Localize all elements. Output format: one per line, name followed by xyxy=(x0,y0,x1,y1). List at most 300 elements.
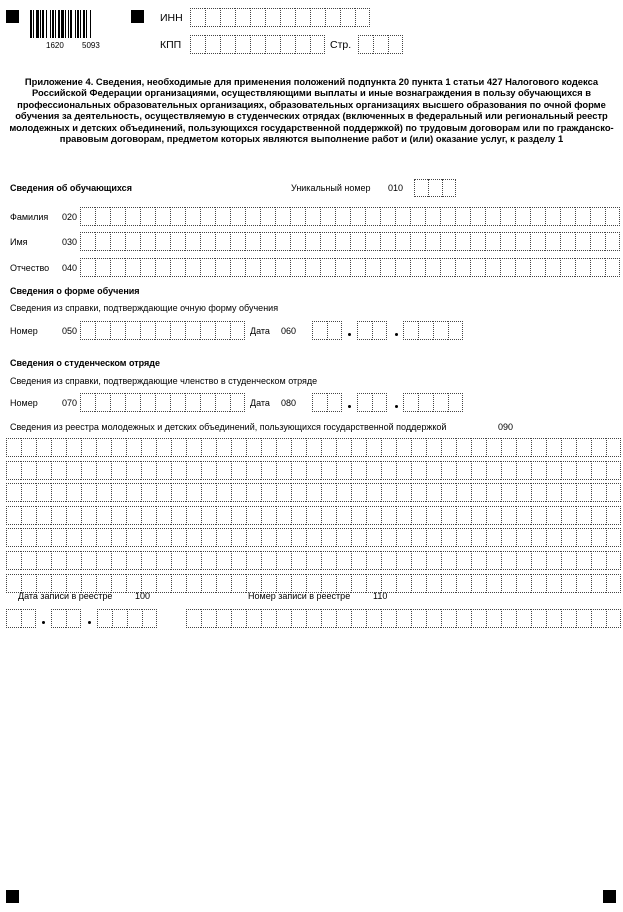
input-cell[interactable] xyxy=(36,506,51,525)
input-cell[interactable] xyxy=(306,551,321,570)
input-cell[interactable] xyxy=(351,609,366,628)
input-cell[interactable] xyxy=(411,506,426,525)
input-cell[interactable] xyxy=(245,258,260,277)
input-cell[interactable] xyxy=(95,321,110,340)
input-cell[interactable] xyxy=(190,8,205,27)
input-cell[interactable] xyxy=(410,232,425,251)
input-cell[interactable] xyxy=(486,609,501,628)
input-cell[interactable] xyxy=(200,207,215,226)
input-cell[interactable] xyxy=(171,574,186,593)
input-cell[interactable] xyxy=(246,483,261,502)
input-cell[interactable] xyxy=(306,574,321,593)
page-cells[interactable] xyxy=(358,35,403,54)
input-cell[interactable] xyxy=(425,258,440,277)
input-cell[interactable] xyxy=(501,506,516,525)
input-cell[interactable] xyxy=(530,258,545,277)
input-cell[interactable] xyxy=(306,461,321,480)
input-cell[interactable] xyxy=(606,609,621,628)
input-cell[interactable] xyxy=(312,393,327,412)
input-cell[interactable] xyxy=(140,321,155,340)
input-cell[interactable] xyxy=(126,528,141,547)
input-cell[interactable] xyxy=(186,461,201,480)
input-cell[interactable] xyxy=(110,321,125,340)
input-cell[interactable] xyxy=(201,609,216,628)
registry-record-cells[interactable] xyxy=(186,609,621,628)
input-cell[interactable] xyxy=(501,551,516,570)
input-cell[interactable] xyxy=(141,528,156,547)
input-cell[interactable] xyxy=(111,461,126,480)
input-cell[interactable] xyxy=(171,551,186,570)
input-cell[interactable] xyxy=(36,574,51,593)
input-cell[interactable] xyxy=(155,393,170,412)
input-cell[interactable] xyxy=(426,574,441,593)
input-cell[interactable] xyxy=(170,232,185,251)
input-cell[interactable] xyxy=(111,574,126,593)
input-cell[interactable] xyxy=(200,258,215,277)
input-cell[interactable] xyxy=(396,609,411,628)
input-cell[interactable] xyxy=(335,232,350,251)
input-cell[interactable] xyxy=(110,393,125,412)
input-cell[interactable] xyxy=(396,528,411,547)
input-cell[interactable] xyxy=(186,483,201,502)
input-cell[interactable] xyxy=(471,574,486,593)
input-cell[interactable] xyxy=(470,207,485,226)
input-cell[interactable] xyxy=(366,574,381,593)
input-cell[interactable] xyxy=(186,574,201,593)
input-cell[interactable] xyxy=(320,258,335,277)
input-cell[interactable] xyxy=(561,551,576,570)
input-cell[interactable] xyxy=(591,574,606,593)
input-cell[interactable] xyxy=(275,258,290,277)
input-cell[interactable] xyxy=(546,528,561,547)
input-cell[interactable] xyxy=(201,574,216,593)
input-cell[interactable] xyxy=(21,528,36,547)
input-cell[interactable] xyxy=(425,232,440,251)
input-cell[interactable] xyxy=(501,528,516,547)
input-cell[interactable] xyxy=(516,506,531,525)
input-cell[interactable] xyxy=(575,207,590,226)
input-cell[interactable] xyxy=(456,506,471,525)
input-cell[interactable] xyxy=(456,483,471,502)
input-cell[interactable] xyxy=(66,609,81,628)
input-cell[interactable] xyxy=(418,393,433,412)
input-cell[interactable] xyxy=(306,506,321,525)
input-cell[interactable] xyxy=(576,609,591,628)
input-cell[interactable] xyxy=(231,438,246,457)
input-cell[interactable] xyxy=(171,438,186,457)
input-cell[interactable] xyxy=(220,8,235,27)
input-cell[interactable] xyxy=(366,551,381,570)
input-cell[interactable] xyxy=(591,506,606,525)
input-cell[interactable] xyxy=(155,321,170,340)
input-cell[interactable] xyxy=(171,483,186,502)
input-cell[interactable] xyxy=(327,393,342,412)
input-cell[interactable] xyxy=(290,258,305,277)
input-cell[interactable] xyxy=(426,528,441,547)
input-cell[interactable] xyxy=(485,232,500,251)
input-cell[interactable] xyxy=(6,438,21,457)
input-cell[interactable] xyxy=(448,321,463,340)
input-cell[interactable] xyxy=(306,609,321,628)
input-cell[interactable] xyxy=(112,609,127,628)
input-cell[interactable] xyxy=(561,574,576,593)
input-cell[interactable] xyxy=(260,207,275,226)
input-cell[interactable] xyxy=(591,609,606,628)
patronymic-cells[interactable] xyxy=(80,258,620,277)
input-cell[interactable] xyxy=(141,461,156,480)
input-cell[interactable] xyxy=(156,438,171,457)
input-cell[interactable] xyxy=(186,551,201,570)
input-cell[interactable] xyxy=(486,506,501,525)
input-cell[interactable] xyxy=(440,232,455,251)
input-cell[interactable] xyxy=(381,528,396,547)
input-cell[interactable] xyxy=(201,528,216,547)
input-cell[interactable] xyxy=(81,461,96,480)
input-cell[interactable] xyxy=(546,438,561,457)
input-cell[interactable] xyxy=(140,207,155,226)
input-cell[interactable] xyxy=(51,528,66,547)
input-cell[interactable] xyxy=(185,393,200,412)
input-cell[interactable] xyxy=(185,258,200,277)
input-cell[interactable] xyxy=(125,321,140,340)
education-date-day[interactable] xyxy=(312,321,342,340)
input-cell[interactable] xyxy=(456,461,471,480)
input-cell[interactable] xyxy=(335,258,350,277)
input-cell[interactable] xyxy=(576,483,591,502)
input-cell[interactable] xyxy=(545,258,560,277)
input-cell[interactable] xyxy=(290,207,305,226)
input-cell[interactable] xyxy=(51,438,66,457)
input-cell[interactable] xyxy=(455,258,470,277)
input-cell[interactable] xyxy=(291,609,306,628)
squad-number-cells[interactable] xyxy=(80,393,245,412)
input-cell[interactable] xyxy=(336,609,351,628)
input-cell[interactable] xyxy=(291,574,306,593)
input-cell[interactable] xyxy=(36,438,51,457)
education-date-year[interactable] xyxy=(403,321,463,340)
input-cell[interactable] xyxy=(372,321,387,340)
input-cell[interactable] xyxy=(366,506,381,525)
input-cell[interactable] xyxy=(470,232,485,251)
input-cell[interactable] xyxy=(531,438,546,457)
input-cell[interactable] xyxy=(486,551,501,570)
input-cell[interactable] xyxy=(216,506,231,525)
input-cell[interactable] xyxy=(171,506,186,525)
input-cell[interactable] xyxy=(6,609,21,628)
input-cell[interactable] xyxy=(291,461,306,480)
input-cell[interactable] xyxy=(426,461,441,480)
input-cell[interactable] xyxy=(171,528,186,547)
input-cell[interactable] xyxy=(441,528,456,547)
input-cell[interactable] xyxy=(606,461,621,480)
input-cell[interactable] xyxy=(605,232,620,251)
input-cell[interactable] xyxy=(231,461,246,480)
input-cell[interactable] xyxy=(95,207,110,226)
input-cell[interactable] xyxy=(220,35,235,54)
input-cell[interactable] xyxy=(591,461,606,480)
input-cell[interactable] xyxy=(486,438,501,457)
input-cell[interactable] xyxy=(561,483,576,502)
input-cell[interactable] xyxy=(560,207,575,226)
input-cell[interactable] xyxy=(230,321,245,340)
input-cell[interactable] xyxy=(216,483,231,502)
input-cell[interactable] xyxy=(295,35,310,54)
input-cell[interactable] xyxy=(501,609,516,628)
input-cell[interactable] xyxy=(411,609,426,628)
input-cell[interactable] xyxy=(515,207,530,226)
input-cell[interactable] xyxy=(126,461,141,480)
registry-text-row[interactable] xyxy=(6,506,621,525)
input-cell[interactable] xyxy=(471,461,486,480)
input-cell[interactable] xyxy=(231,506,246,525)
input-cell[interactable] xyxy=(381,609,396,628)
input-cell[interactable] xyxy=(576,506,591,525)
input-cell[interactable] xyxy=(51,483,66,502)
input-cell[interactable] xyxy=(216,574,231,593)
input-cell[interactable] xyxy=(230,258,245,277)
input-cell[interactable] xyxy=(591,438,606,457)
input-cell[interactable] xyxy=(351,528,366,547)
input-cell[interactable] xyxy=(426,506,441,525)
input-cell[interactable] xyxy=(111,551,126,570)
input-cell[interactable] xyxy=(250,35,265,54)
input-cell[interactable] xyxy=(265,8,280,27)
input-cell[interactable] xyxy=(606,528,621,547)
input-cell[interactable] xyxy=(200,321,215,340)
input-cell[interactable] xyxy=(185,207,200,226)
input-cell[interactable] xyxy=(306,438,321,457)
input-cell[interactable] xyxy=(560,232,575,251)
input-cell[interactable] xyxy=(485,258,500,277)
input-cell[interactable] xyxy=(111,483,126,502)
input-cell[interactable] xyxy=(336,551,351,570)
input-cell[interactable] xyxy=(606,438,621,457)
input-cell[interactable] xyxy=(351,461,366,480)
registry-text-row[interactable] xyxy=(6,438,621,457)
input-cell[interactable] xyxy=(261,551,276,570)
input-cell[interactable] xyxy=(155,207,170,226)
registry-date-day[interactable] xyxy=(6,609,36,628)
input-cell[interactable] xyxy=(456,574,471,593)
registry-text-row[interactable] xyxy=(6,483,621,502)
input-cell[interactable] xyxy=(21,574,36,593)
input-cell[interactable] xyxy=(245,232,260,251)
input-cell[interactable] xyxy=(545,232,560,251)
input-cell[interactable] xyxy=(81,483,96,502)
input-cell[interactable] xyxy=(276,528,291,547)
input-cell[interactable] xyxy=(142,609,157,628)
input-cell[interactable] xyxy=(456,609,471,628)
input-cell[interactable] xyxy=(560,258,575,277)
input-cell[interactable] xyxy=(500,258,515,277)
input-cell[interactable] xyxy=(396,551,411,570)
input-cell[interactable] xyxy=(455,232,470,251)
input-cell[interactable] xyxy=(305,207,320,226)
input-cell[interactable] xyxy=(321,574,336,593)
input-cell[interactable] xyxy=(125,207,140,226)
input-cell[interactable] xyxy=(336,506,351,525)
input-cell[interactable] xyxy=(546,461,561,480)
input-cell[interactable] xyxy=(170,207,185,226)
surname-cells[interactable] xyxy=(80,207,620,226)
input-cell[interactable] xyxy=(336,528,351,547)
input-cell[interactable] xyxy=(81,574,96,593)
input-cell[interactable] xyxy=(295,8,310,27)
input-cell[interactable] xyxy=(380,232,395,251)
input-cell[interactable] xyxy=(433,321,448,340)
input-cell[interactable] xyxy=(156,461,171,480)
input-cell[interactable] xyxy=(81,551,96,570)
input-cell[interactable] xyxy=(96,438,111,457)
input-cell[interactable] xyxy=(291,506,306,525)
input-cell[interactable] xyxy=(411,574,426,593)
input-cell[interactable] xyxy=(605,207,620,226)
input-cell[interactable] xyxy=(96,528,111,547)
input-cell[interactable] xyxy=(530,207,545,226)
input-cell[interactable] xyxy=(590,232,605,251)
education-number-cells[interactable] xyxy=(80,321,245,340)
registry-date-year[interactable] xyxy=(97,609,157,628)
input-cell[interactable] xyxy=(425,207,440,226)
input-cell[interactable] xyxy=(21,483,36,502)
input-cell[interactable] xyxy=(260,232,275,251)
input-cell[interactable] xyxy=(325,8,340,27)
input-cell[interactable] xyxy=(486,483,501,502)
input-cell[interactable] xyxy=(216,438,231,457)
input-cell[interactable] xyxy=(448,393,463,412)
input-cell[interactable] xyxy=(215,232,230,251)
input-cell[interactable] xyxy=(561,461,576,480)
input-cell[interactable] xyxy=(546,551,561,570)
input-cell[interactable] xyxy=(358,35,373,54)
input-cell[interactable] xyxy=(381,506,396,525)
input-cell[interactable] xyxy=(21,438,36,457)
input-cell[interactable] xyxy=(516,551,531,570)
input-cell[interactable] xyxy=(205,8,220,27)
input-cell[interactable] xyxy=(36,461,51,480)
input-cell[interactable] xyxy=(111,528,126,547)
input-cell[interactable] xyxy=(155,258,170,277)
input-cell[interactable] xyxy=(66,438,81,457)
input-cell[interactable] xyxy=(201,461,216,480)
input-cell[interactable] xyxy=(21,506,36,525)
input-cell[interactable] xyxy=(66,461,81,480)
input-cell[interactable] xyxy=(261,461,276,480)
input-cell[interactable] xyxy=(261,528,276,547)
input-cell[interactable] xyxy=(516,609,531,628)
input-cell[interactable] xyxy=(351,574,366,593)
input-cell[interactable] xyxy=(215,393,230,412)
input-cell[interactable] xyxy=(381,574,396,593)
input-cell[interactable] xyxy=(441,574,456,593)
input-cell[interactable] xyxy=(126,574,141,593)
input-cell[interactable] xyxy=(531,574,546,593)
input-cell[interactable] xyxy=(125,393,140,412)
input-cell[interactable] xyxy=(471,438,486,457)
squad-date-day[interactable] xyxy=(312,393,342,412)
input-cell[interactable] xyxy=(96,461,111,480)
input-cell[interactable] xyxy=(231,574,246,593)
input-cell[interactable] xyxy=(320,232,335,251)
input-cell[interactable] xyxy=(426,609,441,628)
input-cell[interactable] xyxy=(305,258,320,277)
input-cell[interactable] xyxy=(456,528,471,547)
input-cell[interactable] xyxy=(366,483,381,502)
input-cell[interactable] xyxy=(275,207,290,226)
input-cell[interactable] xyxy=(471,551,486,570)
input-cell[interactable] xyxy=(306,528,321,547)
input-cell[interactable] xyxy=(500,207,515,226)
input-cell[interactable] xyxy=(441,483,456,502)
input-cell[interactable] xyxy=(66,551,81,570)
inn-cells[interactable] xyxy=(190,8,370,27)
input-cell[interactable] xyxy=(340,8,355,27)
input-cell[interactable] xyxy=(156,551,171,570)
input-cell[interactable] xyxy=(111,438,126,457)
input-cell[interactable] xyxy=(305,232,320,251)
input-cell[interactable] xyxy=(396,483,411,502)
input-cell[interactable] xyxy=(366,438,381,457)
input-cell[interactable] xyxy=(471,609,486,628)
input-cell[interactable] xyxy=(185,232,200,251)
input-cell[interactable] xyxy=(201,551,216,570)
name-cells[interactable] xyxy=(80,232,620,251)
input-cell[interactable] xyxy=(190,35,205,54)
input-cell[interactable] xyxy=(335,207,350,226)
input-cell[interactable] xyxy=(575,232,590,251)
input-cell[interactable] xyxy=(250,8,265,27)
input-cell[interactable] xyxy=(606,574,621,593)
input-cell[interactable] xyxy=(410,258,425,277)
input-cell[interactable] xyxy=(441,438,456,457)
input-cell[interactable] xyxy=(261,609,276,628)
input-cell[interactable] xyxy=(531,609,546,628)
registry-date-month[interactable] xyxy=(51,609,81,628)
input-cell[interactable] xyxy=(6,528,21,547)
input-cell[interactable] xyxy=(486,528,501,547)
input-cell[interactable] xyxy=(591,483,606,502)
input-cell[interactable] xyxy=(81,506,96,525)
input-cell[interactable] xyxy=(96,506,111,525)
input-cell[interactable] xyxy=(51,574,66,593)
input-cell[interactable] xyxy=(516,528,531,547)
input-cell[interactable] xyxy=(561,528,576,547)
input-cell[interactable] xyxy=(186,528,201,547)
input-cell[interactable] xyxy=(321,506,336,525)
input-cell[interactable] xyxy=(306,483,321,502)
input-cell[interactable] xyxy=(246,506,261,525)
input-cell[interactable] xyxy=(351,483,366,502)
input-cell[interactable] xyxy=(156,483,171,502)
input-cell[interactable] xyxy=(80,321,95,340)
input-cell[interactable] xyxy=(591,528,606,547)
input-cell[interactable] xyxy=(141,483,156,502)
input-cell[interactable] xyxy=(246,551,261,570)
input-cell[interactable] xyxy=(336,574,351,593)
input-cell[interactable] xyxy=(411,528,426,547)
input-cell[interactable] xyxy=(396,506,411,525)
input-cell[interactable] xyxy=(373,35,388,54)
input-cell[interactable] xyxy=(276,551,291,570)
input-cell[interactable] xyxy=(290,232,305,251)
input-cell[interactable] xyxy=(126,438,141,457)
input-cell[interactable] xyxy=(246,438,261,457)
input-cell[interactable] xyxy=(231,551,246,570)
input-cell[interactable] xyxy=(231,483,246,502)
input-cell[interactable] xyxy=(501,438,516,457)
input-cell[interactable] xyxy=(215,207,230,226)
input-cell[interactable] xyxy=(235,8,250,27)
